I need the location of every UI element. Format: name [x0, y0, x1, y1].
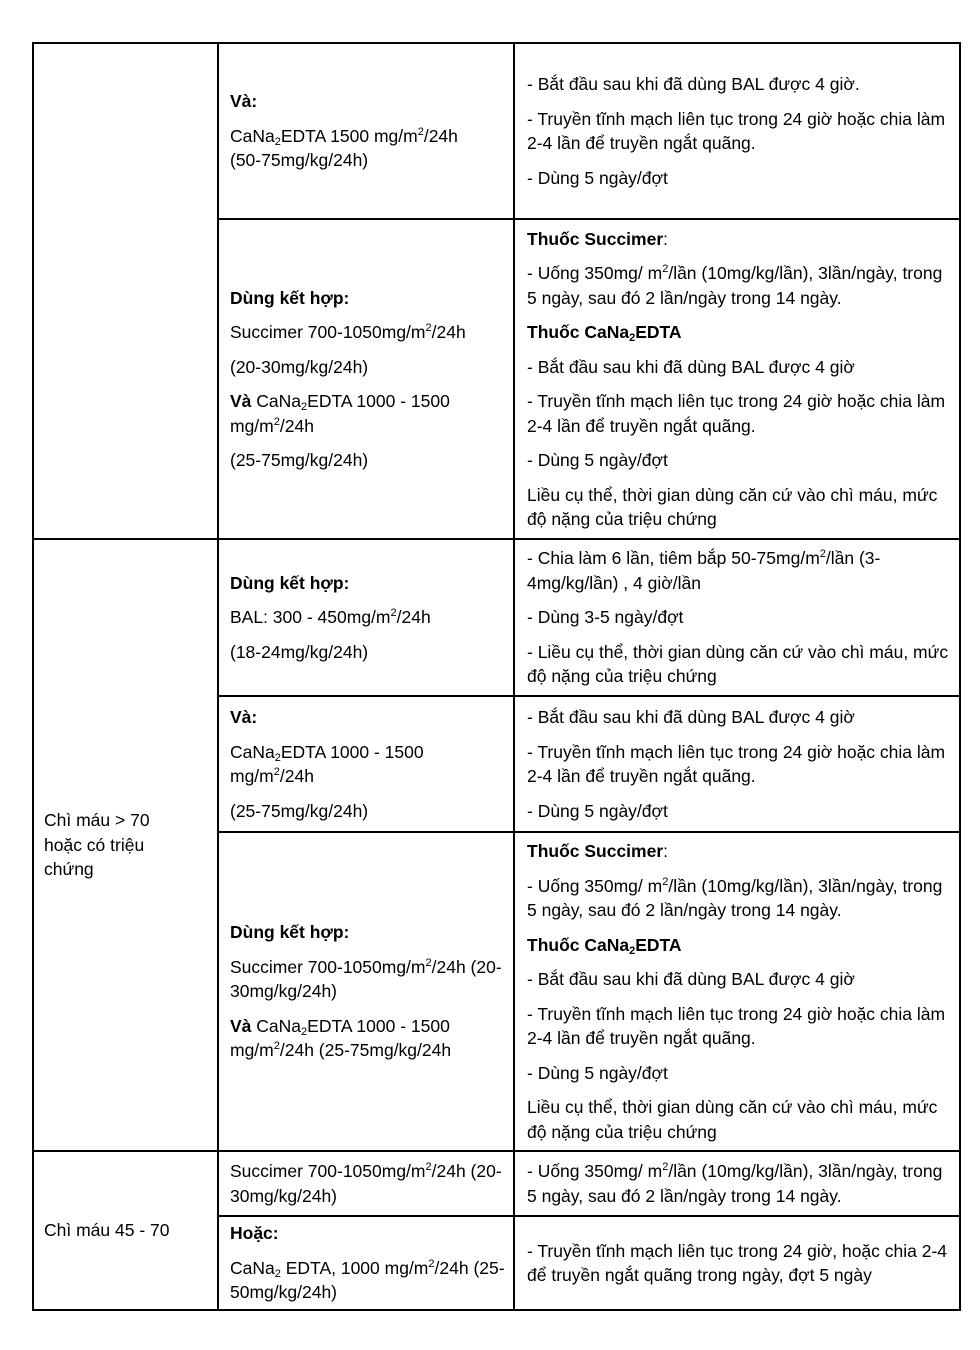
- cell-text: EDTA 1000 - 1500 mg/m: [230, 741, 424, 786]
- cell-text: - Dùng 5 ngày/đợt: [527, 1062, 668, 1083]
- cell-heading: Thuốc CaNa: [527, 934, 630, 955]
- cell-text: /24h (25-50mg/kg/24h): [230, 1257, 505, 1303]
- cell-heading: Thuốc Succimer: [527, 841, 664, 861]
- cell-text: CaNa: [230, 1257, 275, 1278]
- superscript: 2: [428, 1257, 435, 1270]
- superscript: 2: [662, 263, 669, 275]
- table-cell: [220, 540, 515, 695]
- cell-text: Succimer 700-1050mg/m: [230, 956, 426, 977]
- cell-heading: Dùng kết hợp:: [230, 287, 350, 308]
- cell-text: - Dùng 5 ngày/đợt: [527, 800, 668, 821]
- cell-text: /24h: [396, 607, 431, 628]
- cell-text: - Truyền tĩnh mạch liên tục trong 24 giờ hoặc chia làm 2-4 lần để truyền ngắt quãng.: [527, 108, 946, 153]
- cell-text: /24h: [431, 322, 466, 342]
- subscript: 2: [274, 1267, 281, 1280]
- cell-text: :: [663, 841, 669, 861]
- cell-text: EDTA 1500 mg/m: [280, 125, 418, 146]
- cell-text: - Bắt đầu sau khi đã dùng BAL được 4 giờ.: [527, 74, 860, 94]
- cell-text: CaNa: [251, 1015, 302, 1036]
- table-cell: [517, 540, 961, 695]
- cell-text: - Dùng 5 ngày/đợt: [527, 450, 668, 470]
- dosage-table: [32, 42, 961, 1311]
- cell-text: Liều cụ thể, thời gian dùng căn cứ vào chì máu, mức độ nặng của triệu chứng: [527, 484, 938, 529]
- cell-text: EDTA, 1000 mg/m: [280, 1257, 429, 1278]
- table-cell: [517, 1217, 961, 1309]
- table-cell: [34, 1152, 218, 1309]
- cell-text: /24h (20-30mg/kg/24h): [230, 956, 502, 1002]
- superscript: 2: [273, 1040, 280, 1053]
- cell-text: BAL: 300 - 450mg/m: [230, 607, 391, 628]
- subscript: 2: [301, 1025, 308, 1038]
- table-cell: [220, 1152, 515, 1215]
- cell-text: /lần (10mg/kg/lần), 3lần/ngày, trong 5 ngày, sau đó 2 lần/ngày trong 14 ngày.: [527, 875, 943, 920]
- cell-text: Và: [230, 1015, 252, 1036]
- superscript: 2: [425, 956, 432, 969]
- cell-heading: EDTA: [635, 322, 682, 342]
- cell-text: - Uống 350mg/ m: [527, 875, 663, 896]
- group-label: Chì máu > 70 hoặc có triệu chứng: [44, 810, 150, 880]
- subscript: 2: [274, 751, 281, 764]
- cell-heading: Hoặc:: [230, 1223, 279, 1244]
- cell-text: - Truyền tĩnh mạch liên tục trong 24 giờ hoặc chia làm 2-4 lần để truyền ngắt quãng.: [527, 1003, 946, 1048]
- cell-text: /lần (3-4mg/kg/lần) , 4 giờ/lần: [527, 548, 881, 593]
- cell-text: (25-75mg/kg/24h): [230, 800, 369, 821]
- table-cell: [517, 1152, 961, 1215]
- cell-text: - Uống 350mg/ m: [527, 1161, 663, 1181]
- cell-heading: Thuốc Succimer: [527, 228, 664, 249]
- cell-text: Succimer 700-1050mg/m: [230, 322, 426, 342]
- superscript: 2: [819, 548, 826, 561]
- group-label: Chì máu 45 - 70: [44, 1220, 170, 1241]
- cell-text: (20-30mg/kg/24h): [230, 356, 369, 377]
- cell-text: - Dùng 5 ngày/đợt: [527, 167, 668, 188]
- cell-text: Liều cụ thể, thời gian dùng căn cứ vào chì máu, mức độ nặng của triệu chứng: [527, 1097, 938, 1142]
- cell-text: /24h: [279, 766, 314, 786]
- cell-text: EDTA 1000 - 1500 mg/m: [230, 391, 450, 436]
- table-cell: [220, 1217, 515, 1309]
- cell-text: - Bắt đầu sau khi đã dùng BAL được 4 giờ: [527, 356, 855, 377]
- superscript: 2: [662, 875, 669, 888]
- cell-text: - Chia làm 6 lần, tiêm bắp 50-75mg/m: [527, 548, 820, 569]
- table-cell: [517, 697, 961, 831]
- cell-text: (18-24mg/kg/24h): [230, 641, 369, 662]
- cell-text: /24h (25-75mg/kg/24h: [279, 1040, 452, 1061]
- table-cell: [220, 220, 515, 538]
- table-cell: [220, 833, 515, 1150]
- cell-text: - Bắt đầu sau khi đã dùng BAL được 4 giờ: [527, 707, 855, 727]
- cell-text: /lần (10mg/kg/lần), 3lần/ngày, trong 5 ngày, sau đó 2 lần/ngày trong 14 ngày.: [527, 1161, 943, 1206]
- table-cell: [517, 44, 961, 218]
- superscript: 2: [425, 1161, 432, 1173]
- superscript: 2: [273, 415, 280, 428]
- subscript: 2: [629, 944, 636, 957]
- cell-text: EDTA 1000 - 1500 mg/m: [230, 1015, 450, 1061]
- superscript: 2: [273, 766, 280, 778]
- table-cell: [34, 540, 218, 1150]
- cell-text: Và: [230, 391, 252, 411]
- cell-text: CaNa: [230, 741, 275, 762]
- superscript: 2: [417, 125, 424, 138]
- cell-text: - Bắt đầu sau khi đã dùng BAL được 4 giờ: [527, 969, 855, 989]
- superscript: 2: [390, 607, 397, 620]
- table-cell: [220, 44, 515, 218]
- cell-text: - Uống 350mg/ m: [527, 263, 663, 283]
- cell-text: (25-75mg/kg/24h): [230, 450, 369, 470]
- table-cell: [517, 220, 961, 538]
- cell-text: Succimer 700-1050mg/m: [230, 1161, 426, 1181]
- superscript: 2: [662, 1161, 669, 1173]
- cell-text: - Truyền tĩnh mạch liên tục trong 24 giờ hoặc chia làm 2-4 lần để truyền ngắt quãng.: [527, 741, 946, 786]
- subscript: 2: [301, 401, 308, 413]
- table-cell: [220, 697, 515, 831]
- cell-text: CaNa: [230, 125, 275, 146]
- cell-text: (50-75mg/kg/24h): [230, 150, 369, 171]
- cell-heading: Dùng kết hợp:: [230, 572, 350, 593]
- cell-text: - Dùng 3-5 ngày/đợt: [527, 607, 684, 628]
- cell-text: - Liều cụ thể, thời gian dùng căn cứ vào chì máu, mức độ nặng của triệu chứng: [527, 641, 949, 687]
- cell-text: - Truyền tĩnh mạch liên tục trong 24 giờ hoặc chia làm 2-4 lần để truyền ngắt quãng.: [527, 391, 946, 436]
- cell-text: /lần (10mg/kg/lần), 3lần/ngày, trong 5 ngày, sau đó 2 lần/ngày trong 14 ngày.: [527, 263, 943, 308]
- cell-text: /24h (20-30mg/kg/24h): [230, 1161, 502, 1206]
- cell-text: CaNa: [251, 391, 302, 411]
- cell-heading: Và:: [230, 707, 258, 727]
- subscript: 2: [629, 332, 636, 344]
- subscript: 2: [274, 135, 281, 148]
- cell-text: /24h: [423, 125, 458, 146]
- superscript: 2: [425, 322, 432, 334]
- cell-heading: Dùng kết hợp:: [230, 922, 350, 943]
- cell-heading: Thuốc CaNa: [527, 322, 630, 342]
- cell-text: /24h: [279, 415, 314, 436]
- cell-heading: Và:: [230, 91, 258, 112]
- cell-text: - Truyền tĩnh mạch liên tục trong 24 giờ, hoặc chia 2-4 để truyền ngắt quãng trong ngày, đợt 5 ngày: [527, 1240, 948, 1285]
- cell-heading: EDTA: [635, 934, 682, 955]
- cell-text: :: [663, 228, 669, 249]
- table-cell: [517, 833, 961, 1150]
